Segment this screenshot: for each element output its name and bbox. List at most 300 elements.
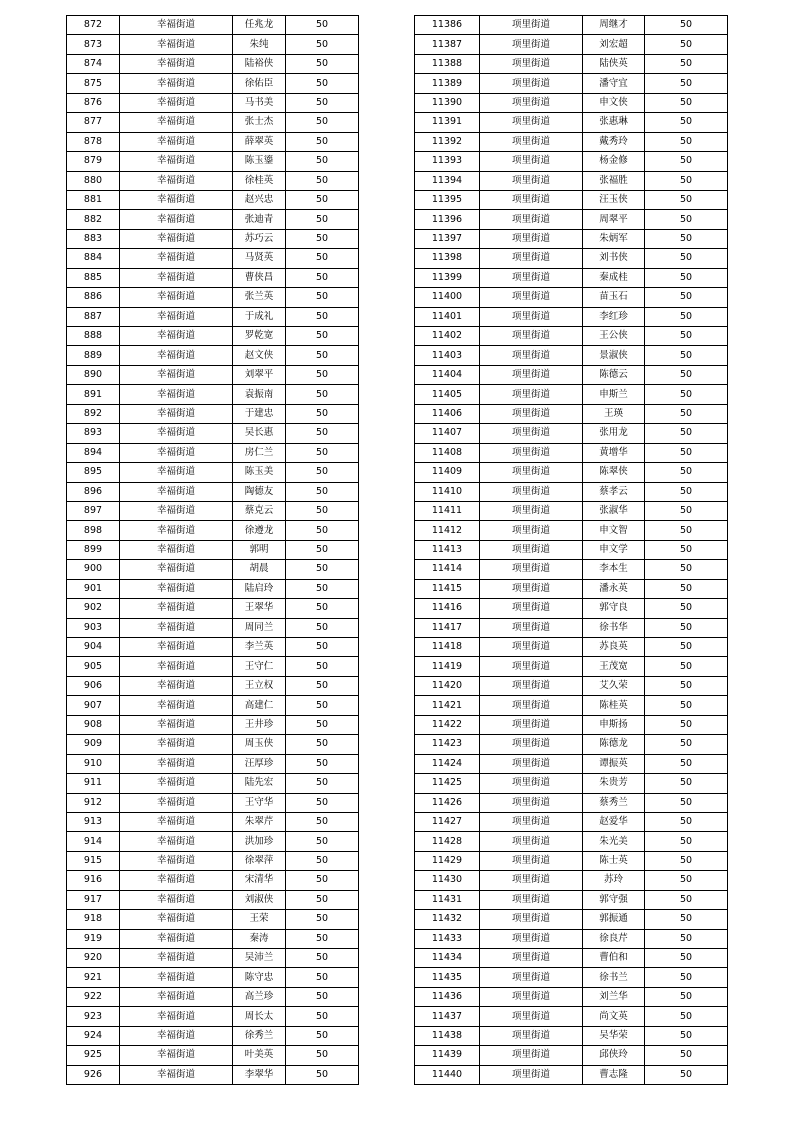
amount-cell: 50 [645,929,728,948]
name-cell: 周玉侠 [233,735,286,754]
amount-cell: 50 [645,288,728,307]
street-cell: 项里街道 [480,54,583,73]
row-number-cell: 898 [67,521,120,540]
table-row [67,735,359,754]
name-cell: 王瑛 [583,404,645,423]
street-cell: 项里街道 [480,638,583,657]
row-number-cell: 11397 [415,229,480,248]
name-cell: 陆侠英 [583,54,645,73]
amount-cell: 50 [645,268,728,287]
name-cell: 曹志隆 [583,1065,645,1084]
table-row [67,132,359,151]
table-row [415,735,728,754]
street-cell: 幸福街道 [120,35,233,54]
table-row [415,676,728,695]
street-cell: 项里街道 [480,1007,583,1026]
table-row [415,463,728,482]
street-cell: 项里街道 [480,190,583,209]
amount-cell: 50 [645,74,728,93]
table-row [67,171,359,190]
amount-cell: 50 [286,190,359,209]
table-row [67,307,359,326]
street-cell: 幸福街道 [120,638,233,657]
table-row [415,832,728,851]
row-number-cell: 11436 [415,987,480,1006]
street-cell: 项里街道 [480,93,583,112]
amount-cell: 50 [286,1007,359,1026]
row-number-cell: 915 [67,851,120,870]
amount-cell: 50 [645,501,728,520]
name-cell: 吴华荣 [583,1026,645,1045]
amount-cell: 50 [286,501,359,520]
row-number-cell: 886 [67,288,120,307]
amount-cell: 50 [286,929,359,948]
table-row [67,949,359,968]
table-row [415,307,728,326]
amount-cell: 50 [645,540,728,559]
street-cell: 项里街道 [480,812,583,831]
street-cell: 幸福街道 [120,579,233,598]
name-cell: 张迪青 [233,210,286,229]
table-row [415,132,728,151]
name-cell: 汪玉侠 [583,190,645,209]
row-number-cell: 11415 [415,579,480,598]
amount-cell: 50 [286,540,359,559]
row-number-cell: 896 [67,482,120,501]
street-cell: 项里街道 [480,463,583,482]
name-cell: 陶德友 [233,482,286,501]
street-cell: 幸福街道 [120,288,233,307]
amount-cell: 50 [645,463,728,482]
name-cell: 刘宏超 [583,35,645,54]
amount-cell: 50 [645,171,728,190]
amount-cell: 50 [286,851,359,870]
row-number-cell: 11431 [415,890,480,909]
amount-cell: 50 [645,599,728,618]
amount-cell: 50 [286,404,359,423]
table-row [415,268,728,287]
row-number-cell: 883 [67,229,120,248]
street-cell: 项里街道 [480,249,583,268]
row-number-cell: 881 [67,190,120,209]
street-cell: 项里街道 [480,385,583,404]
row-number-cell: 11394 [415,171,480,190]
row-number-cell: 11440 [415,1065,480,1084]
table-row [67,365,359,384]
street-cell: 幸福街道 [120,676,233,695]
name-cell: 李红珍 [583,307,645,326]
left-table-body [67,16,359,1085]
street-cell: 幸福街道 [120,482,233,501]
amount-cell: 50 [286,618,359,637]
row-number-cell: 878 [67,132,120,151]
row-number-cell: 11393 [415,152,480,171]
name-cell: 陈翠侠 [583,463,645,482]
table-row [67,346,359,365]
name-cell: 洪加珍 [233,832,286,851]
name-cell: 于成礼 [233,307,286,326]
table-row [415,424,728,443]
street-cell: 幸福街道 [120,443,233,462]
table-row [415,482,728,501]
table-row [415,346,728,365]
row-number-cell: 901 [67,579,120,598]
row-number-cell: 11403 [415,346,480,365]
name-cell: 郭明 [233,540,286,559]
amount-cell: 50 [286,74,359,93]
name-cell: 赵兴忠 [233,190,286,209]
amount-cell: 50 [645,229,728,248]
row-number-cell: 908 [67,715,120,734]
amount-cell: 50 [286,890,359,909]
table-row [415,929,728,948]
street-cell: 幸福街道 [120,521,233,540]
amount-cell: 50 [286,638,359,657]
name-cell: 朱炳军 [583,229,645,248]
amount-cell: 50 [645,249,728,268]
amount-cell: 50 [286,832,359,851]
row-number-cell: 875 [67,74,120,93]
table-row [67,210,359,229]
name-cell: 高建仁 [233,696,286,715]
table-row [415,327,728,346]
name-cell: 徐秀兰 [233,1026,286,1045]
street-cell: 幸福街道 [120,365,233,384]
table-row [67,657,359,676]
name-cell: 曹侠昌 [233,268,286,287]
street-cell: 幸福街道 [120,929,233,948]
table-row [415,812,728,831]
row-number-cell: 11416 [415,599,480,618]
name-cell: 张福胜 [583,171,645,190]
name-cell: 杨金修 [583,152,645,171]
row-number-cell: 11428 [415,832,480,851]
table-row [415,190,728,209]
name-cell: 房仁兰 [233,443,286,462]
street-cell: 项里街道 [480,871,583,890]
amount-cell: 50 [286,443,359,462]
amount-cell: 50 [286,171,359,190]
row-number-cell: 921 [67,968,120,987]
street-cell: 幸福街道 [120,93,233,112]
street-cell: 幸福街道 [120,657,233,676]
table-row [67,987,359,1006]
name-cell: 刘兰华 [583,987,645,1006]
row-number-cell: 11422 [415,715,480,734]
amount-cell: 50 [645,54,728,73]
street-cell: 项里街道 [480,521,583,540]
amount-cell: 50 [645,618,728,637]
row-number-cell: 11419 [415,657,480,676]
street-cell: 幸福街道 [120,132,233,151]
amount-cell: 50 [645,871,728,890]
street-cell: 项里街道 [480,560,583,579]
table-row [415,540,728,559]
street-cell: 项里街道 [480,210,583,229]
street-cell: 幸福街道 [120,696,233,715]
row-number-cell: 11418 [415,638,480,657]
amount-cell: 50 [645,113,728,132]
name-cell: 张淑华 [583,501,645,520]
street-cell: 项里街道 [480,229,583,248]
street-cell: 项里街道 [480,618,583,637]
row-number-cell: 904 [67,638,120,657]
name-cell: 徐良芹 [583,929,645,948]
row-number-cell: 11439 [415,1046,480,1065]
amount-cell: 50 [645,16,728,35]
row-number-cell: 914 [67,832,120,851]
row-number-cell: 876 [67,93,120,112]
name-cell: 朱光美 [583,832,645,851]
row-number-cell: 11437 [415,1007,480,1026]
table-row [415,715,728,734]
amount-cell: 50 [286,54,359,73]
name-cell: 李兰英 [233,638,286,657]
name-cell: 郭守良 [583,599,645,618]
amount-cell: 50 [286,1065,359,1084]
name-cell: 吴长惠 [233,424,286,443]
street-cell: 项里街道 [480,696,583,715]
street-cell: 项里街道 [480,327,583,346]
name-cell: 曹伯和 [583,949,645,968]
amount-cell: 50 [286,774,359,793]
name-cell: 申斯兰 [583,385,645,404]
row-number-cell: 11426 [415,793,480,812]
street-cell: 幸福街道 [120,210,233,229]
name-cell: 陈德云 [583,365,645,384]
street-cell: 幸福街道 [120,793,233,812]
amount-cell: 50 [286,346,359,365]
amount-cell: 50 [645,793,728,812]
table-row [415,968,728,987]
street-cell: 项里街道 [480,735,583,754]
amount-cell: 50 [286,521,359,540]
table-row [415,793,728,812]
amount-cell: 50 [645,715,728,734]
row-number-cell: 880 [67,171,120,190]
name-cell: 朱翠芹 [233,812,286,831]
amount-cell: 50 [286,696,359,715]
row-number-cell: 11387 [415,35,480,54]
amount-cell: 50 [645,910,728,929]
table-row [415,560,728,579]
name-cell: 王井珍 [233,715,286,734]
amount-cell: 50 [286,229,359,248]
name-cell: 王守华 [233,793,286,812]
row-number-cell: 923 [67,1007,120,1026]
table-row [415,93,728,112]
row-number-cell: 897 [67,501,120,520]
row-number-cell: 892 [67,404,120,423]
street-cell: 项里街道 [480,16,583,35]
row-number-cell: 872 [67,16,120,35]
row-number-cell: 11399 [415,268,480,287]
row-number-cell: 11410 [415,482,480,501]
table-row [67,249,359,268]
table-row [67,93,359,112]
row-number-cell: 884 [67,249,120,268]
name-cell: 戴秀玲 [583,132,645,151]
amount-cell: 50 [645,735,728,754]
street-cell: 项里街道 [480,1046,583,1065]
street-cell: 幸福街道 [120,307,233,326]
row-number-cell: 919 [67,929,120,948]
street-cell: 幸福街道 [120,404,233,423]
table-row [67,754,359,773]
row-number-cell: 902 [67,599,120,618]
row-number-cell: 11425 [415,774,480,793]
amount-cell: 50 [645,346,728,365]
amount-cell: 50 [645,365,728,384]
street-cell: 幸福街道 [120,268,233,287]
street-cell: 幸福街道 [120,385,233,404]
street-cell: 项里街道 [480,793,583,812]
table-row [67,482,359,501]
name-cell: 尚文英 [583,1007,645,1026]
name-cell: 马书美 [233,93,286,112]
row-number-cell: 909 [67,735,120,754]
street-cell: 项里街道 [480,171,583,190]
left-table [66,15,359,1085]
name-cell: 申文侠 [583,93,645,112]
name-cell: 王立权 [233,676,286,695]
amount-cell: 50 [286,1046,359,1065]
row-number-cell: 11424 [415,754,480,773]
name-cell: 秦成桂 [583,268,645,287]
name-cell: 张惠琳 [583,113,645,132]
row-number-cell: 890 [67,365,120,384]
table-row [415,1026,728,1045]
row-number-cell: 11435 [415,968,480,987]
table-row [415,599,728,618]
table-row [415,365,728,384]
row-number-cell: 11398 [415,249,480,268]
row-number-cell: 11389 [415,74,480,93]
name-cell: 陆先宏 [233,774,286,793]
row-number-cell: 877 [67,113,120,132]
row-number-cell: 11401 [415,307,480,326]
row-number-cell: 11434 [415,949,480,968]
name-cell: 郭守强 [583,890,645,909]
name-cell: 徐翠萍 [233,851,286,870]
table-row [67,424,359,443]
street-cell: 幸福街道 [120,715,233,734]
street-cell: 项里街道 [480,307,583,326]
name-cell: 宋清华 [233,871,286,890]
street-cell: 幸福街道 [120,1046,233,1065]
row-number-cell: 11423 [415,735,480,754]
name-cell: 蔡秀兰 [583,793,645,812]
row-number-cell: 895 [67,463,120,482]
table-row [67,560,359,579]
row-number-cell: 11392 [415,132,480,151]
street-cell: 幸福街道 [120,113,233,132]
street-cell: 幸福街道 [120,832,233,851]
amount-cell: 50 [286,1026,359,1045]
name-cell: 王茂宽 [583,657,645,676]
amount-cell: 50 [286,676,359,695]
table-row [67,1026,359,1045]
table-row [67,268,359,287]
table-row [415,949,728,968]
table-row [67,521,359,540]
street-cell: 幸福街道 [120,871,233,890]
name-cell: 王翠华 [233,599,286,618]
row-number-cell: 894 [67,443,120,462]
amount-cell: 50 [286,579,359,598]
row-number-cell: 916 [67,871,120,890]
street-cell: 幸福街道 [120,249,233,268]
amount-cell: 50 [645,1065,728,1084]
street-cell: 幸福街道 [120,540,233,559]
amount-cell: 50 [645,210,728,229]
amount-cell: 50 [286,132,359,151]
table-row [415,210,728,229]
street-cell: 项里街道 [480,113,583,132]
table-row [67,443,359,462]
table-row [415,152,728,171]
street-cell: 项里街道 [480,599,583,618]
name-cell: 刘翠平 [233,365,286,384]
table-row [67,404,359,423]
street-cell: 幸福街道 [120,54,233,73]
amount-cell: 50 [286,599,359,618]
right-table [414,15,728,1085]
table-row [415,890,728,909]
amount-cell: 50 [286,812,359,831]
street-cell: 项里街道 [480,832,583,851]
row-number-cell: 11412 [415,521,480,540]
table-row [415,385,728,404]
street-cell: 幸福街道 [120,1065,233,1084]
name-cell: 申斯扬 [583,715,645,734]
street-cell: 幸福街道 [120,618,233,637]
amount-cell: 50 [645,890,728,909]
row-number-cell: 11391 [415,113,480,132]
street-cell: 幸福街道 [120,968,233,987]
table-row [67,229,359,248]
street-cell: 项里街道 [480,929,583,948]
row-number-cell: 873 [67,35,120,54]
name-cell: 周同兰 [233,618,286,637]
street-cell: 项里街道 [480,676,583,695]
amount-cell: 50 [645,949,728,968]
street-cell: 项里街道 [480,774,583,793]
street-cell: 项里街道 [480,890,583,909]
name-cell: 陈守忠 [233,968,286,987]
amount-cell: 50 [645,307,728,326]
street-cell: 幸福街道 [120,501,233,520]
name-cell: 陈士英 [583,851,645,870]
row-number-cell: 879 [67,152,120,171]
amount-cell: 50 [286,210,359,229]
row-number-cell: 888 [67,327,120,346]
name-cell: 郭振通 [583,910,645,929]
table-row [415,1007,728,1026]
table-row [415,754,728,773]
row-number-cell: 885 [67,268,120,287]
street-cell: 项里街道 [480,365,583,384]
row-number-cell: 11405 [415,385,480,404]
street-cell: 项里街道 [480,482,583,501]
amount-cell: 50 [645,1026,728,1045]
street-cell: 项里街道 [480,288,583,307]
name-cell: 陆裕侠 [233,54,286,73]
amount-cell: 50 [645,968,728,987]
street-cell: 项里街道 [480,754,583,773]
street-cell: 幸福街道 [120,735,233,754]
table-row [415,16,728,35]
